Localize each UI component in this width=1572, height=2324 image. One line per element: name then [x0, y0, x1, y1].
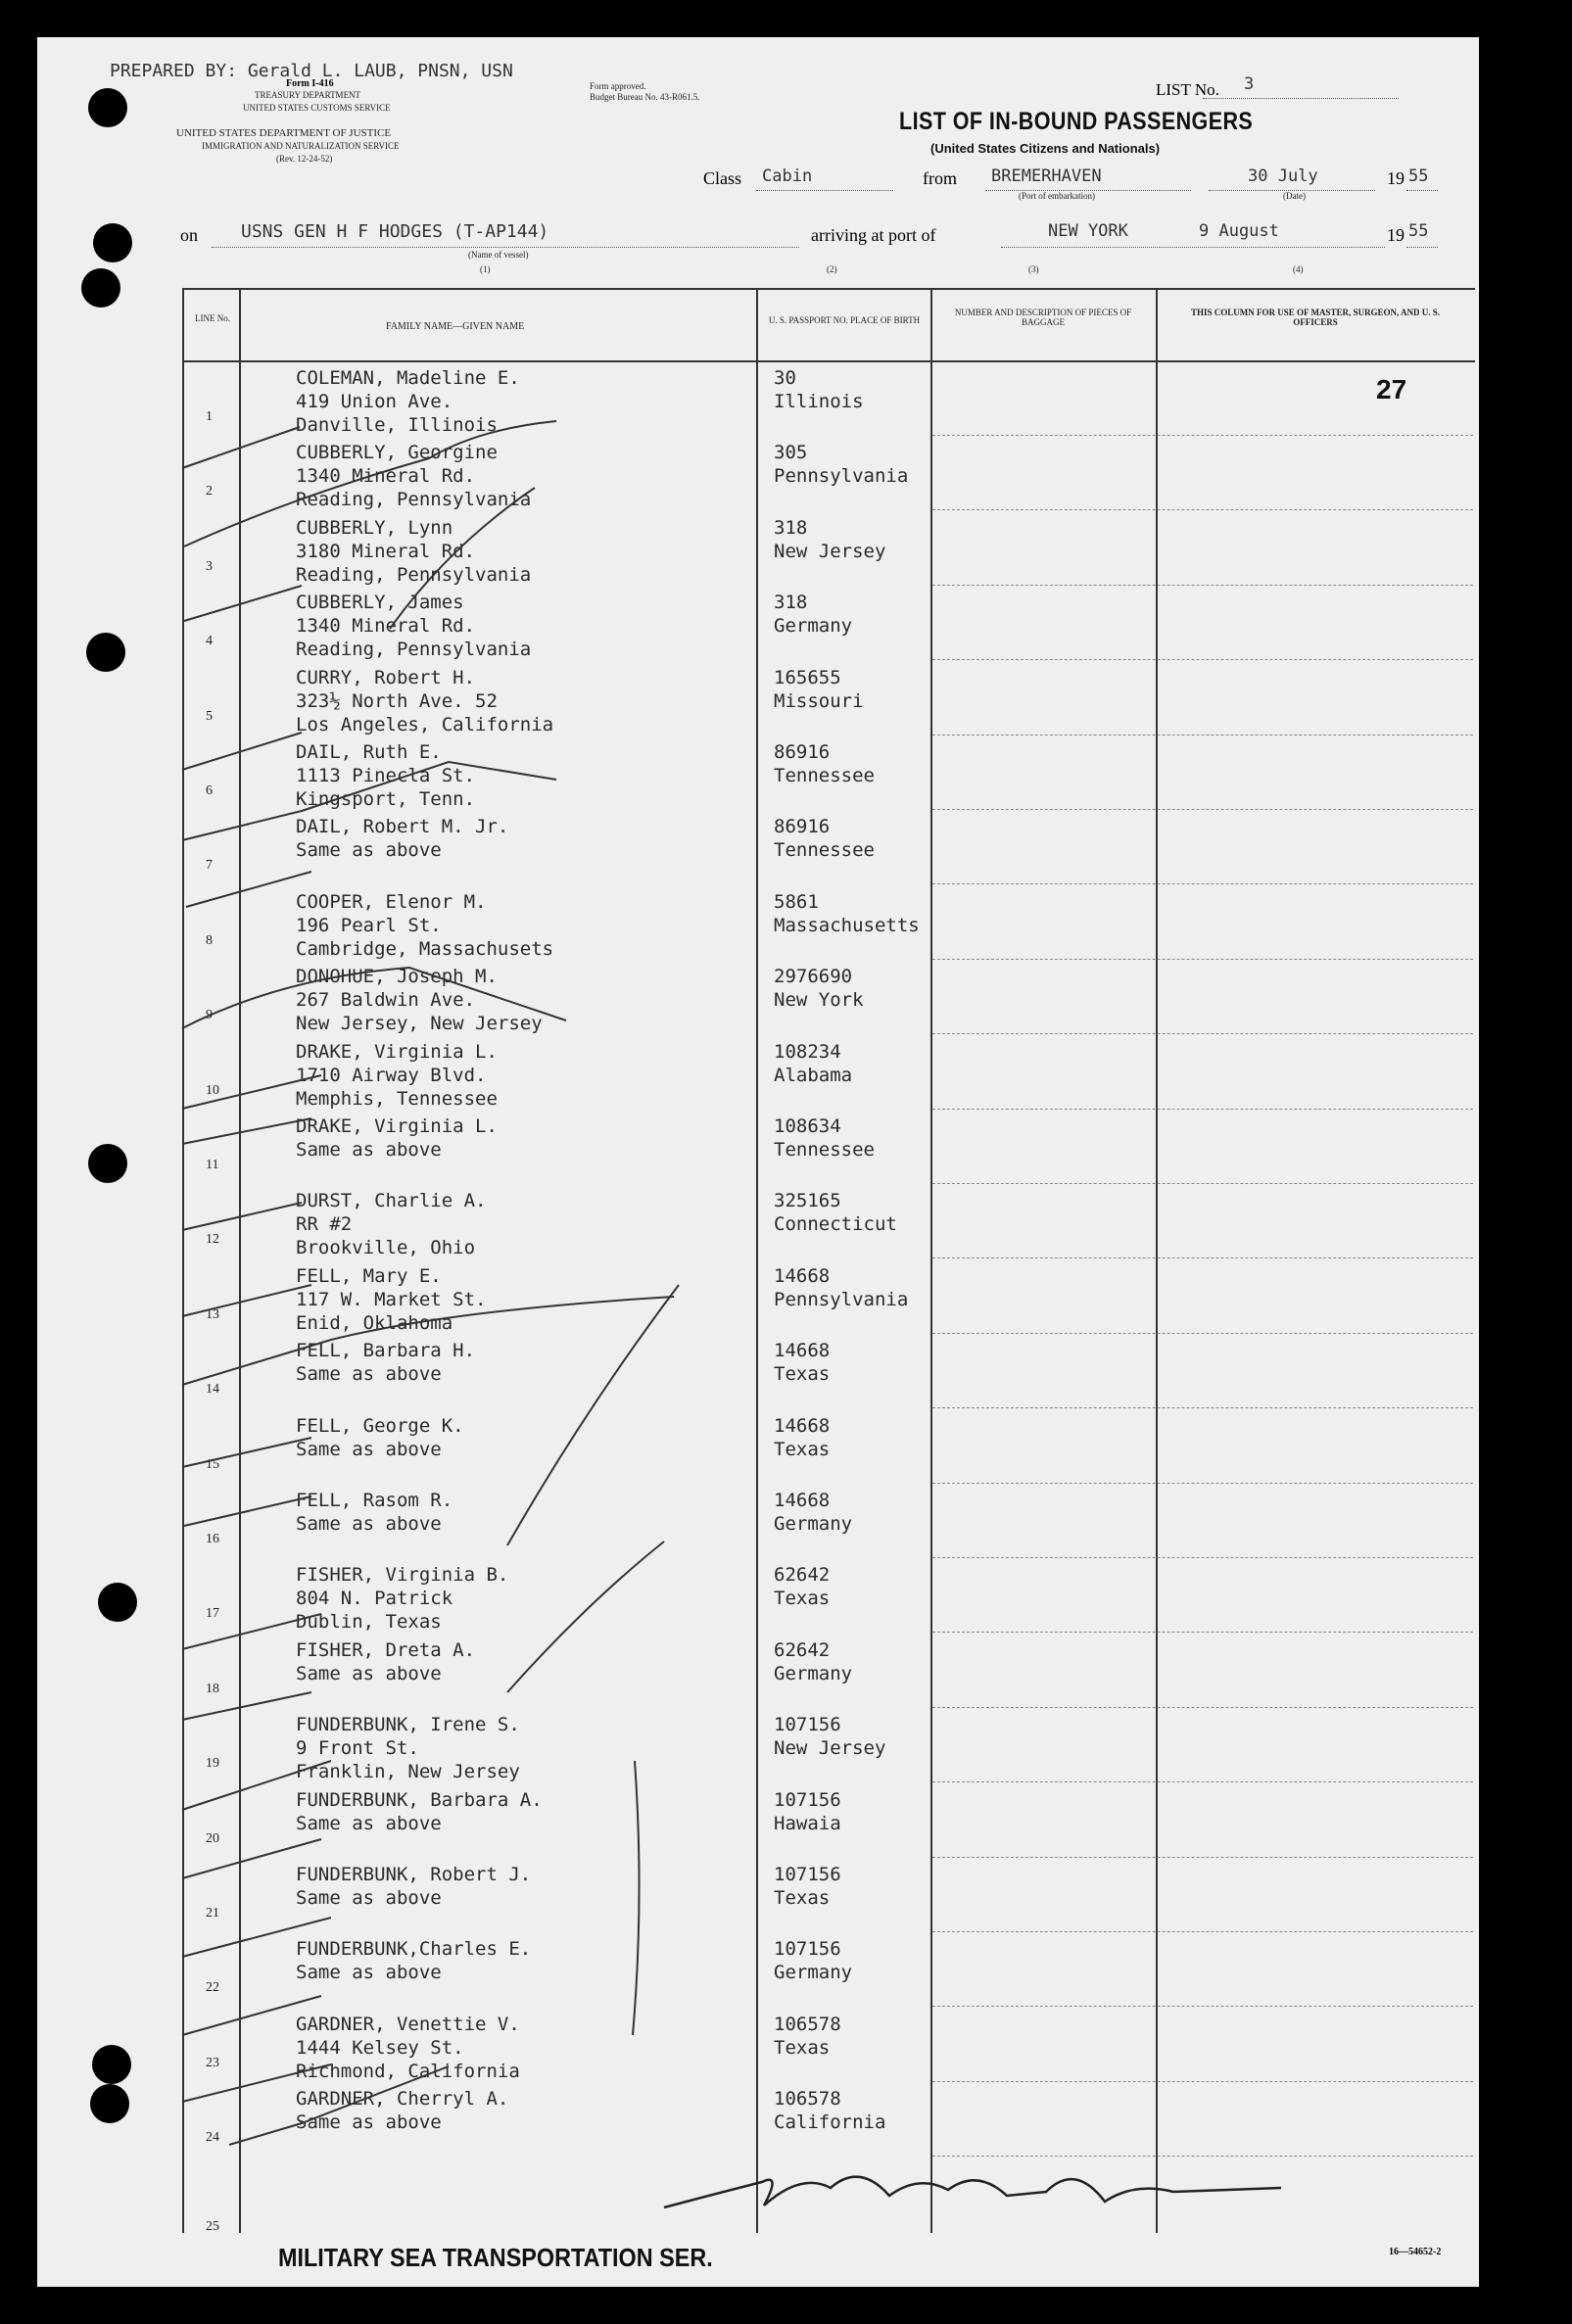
- date-caption: (Date): [1283, 191, 1306, 201]
- place-of-birth: Missouri: [774, 690, 864, 712]
- check-mark-row-2: [184, 421, 556, 546]
- place-of-birth: California: [774, 2111, 886, 2133]
- check-mark-row-20: [182, 1839, 321, 1878]
- address-line-2: Cambridge, Massachusets: [296, 938, 554, 960]
- passenger-name: DAIL, Ruth E.: [296, 741, 442, 763]
- passport-number: 325165: [774, 1190, 841, 1211]
- arrival-port-value: NEW YORK: [1048, 221, 1128, 241]
- check-mark-row-14: [182, 1297, 674, 1385]
- passenger-name: GARDNER, Cherryl A.: [296, 2088, 509, 2110]
- address-line-2: Reading, Pennsylvania: [296, 639, 532, 660]
- place-of-birth: Germany: [774, 1663, 853, 1684]
- passenger-name: DONOHUE, Joseph M.: [296, 966, 498, 987]
- passport-number: 106578: [774, 2088, 841, 2110]
- col-number-2: (2): [827, 264, 837, 274]
- line-number: 17: [206, 1606, 219, 1621]
- header-family-name: FAMILY NAME—GIVEN NAME: [386, 321, 525, 332]
- arrival-date-value: 9 August: [1199, 221, 1279, 241]
- line-number: 19: [206, 1756, 219, 1771]
- address-line-1: Same as above: [296, 1363, 442, 1385]
- passport-number: 2976690: [774, 966, 853, 987]
- check-mark-row-12: [182, 1203, 302, 1230]
- passport-number: 86916: [774, 816, 831, 837]
- passport-number: 107156: [774, 1714, 841, 1735]
- passenger-name: DURST, Charlie A.: [296, 1190, 487, 1211]
- on-label: on: [180, 225, 198, 245]
- passenger-name: COOPER, Elenor M.: [296, 891, 487, 913]
- prepared-by: PREPARED BY: Gerald L. LAUB, PNSN, USN: [110, 61, 513, 81]
- year-value-1: 55: [1408, 166, 1429, 186]
- check-mark-row-18: [182, 1692, 311, 1720]
- passport-number: 305: [774, 442, 808, 463]
- annotation-marks: [37, 37, 1479, 2287]
- check-mark-row-24: [229, 2066, 449, 2145]
- place-of-birth: Texas: [774, 1363, 831, 1385]
- passenger-name: FISHER, Virginia B.: [296, 1564, 509, 1586]
- address-line-1: Same as above: [296, 1139, 442, 1161]
- check-mark-row-7: [186, 872, 311, 907]
- passenger-name: FUNDERBUNK, Irene S.: [296, 1714, 520, 1735]
- passport-number: 107156: [774, 1864, 841, 1885]
- address-line-2: Memphis, Tennessee: [296, 1088, 498, 1110]
- embark-port-value: BREMERHAVEN: [991, 166, 1102, 186]
- passenger-name: FELL, Rasom R.: [296, 1490, 453, 1511]
- print-code: 16—54652-2: [1389, 2247, 1442, 2257]
- place-of-birth: Germany: [774, 1513, 853, 1535]
- pencil-stroke-2: [507, 1285, 679, 1545]
- col-number-4: (4): [1293, 264, 1304, 274]
- place-of-birth: Hawaia: [774, 1813, 841, 1834]
- place-of-birth: Tennessee: [774, 765, 875, 786]
- list-no-label: LIST No.: [1156, 80, 1219, 99]
- passenger-name: CUBBERLY, Georgine: [296, 442, 498, 463]
- budget-bureau: Budget Bureau No. 43-R061.5.: [590, 92, 700, 102]
- address-line-1: 323½ North Ave. 52: [296, 690, 498, 712]
- check-mark-row-11: [182, 1118, 311, 1144]
- place-of-birth: Massachusetts: [774, 915, 920, 936]
- place-of-birth: Connecticut: [774, 1213, 897, 1235]
- passenger-name: CUBBERLY, Lynn: [296, 517, 453, 539]
- place-of-birth: Germany: [774, 1962, 853, 1983]
- line-number: 15: [206, 1457, 219, 1472]
- place-of-birth: Texas: [774, 1439, 831, 1460]
- passport-number: 318: [774, 592, 808, 613]
- passenger-name: COLEMAN, Madeline E.: [296, 367, 520, 389]
- address-line-1: 196 Pearl St.: [296, 915, 442, 936]
- year-value-2: 55: [1408, 221, 1429, 241]
- officer-mark: 27: [1376, 374, 1407, 404]
- embark-port-caption: (Port of embarkation): [1019, 191, 1095, 201]
- address-line-1: Same as above: [296, 1813, 442, 1834]
- pencil-stroke-3: [507, 1541, 664, 1692]
- address-line-2: Richmond, California: [296, 2061, 520, 2082]
- passenger-name: GARDNER, Venettie V.: [296, 2014, 520, 2035]
- check-mark-row-10: [182, 1075, 321, 1109]
- passport-number: 106578: [774, 2014, 841, 2035]
- passport-number: 86916: [774, 741, 831, 763]
- from-label: from: [923, 168, 957, 188]
- line-number: 21: [206, 1906, 219, 1921]
- line-number: 11: [206, 1158, 219, 1172]
- passenger-name: DRAKE, Virginia L.: [296, 1115, 498, 1137]
- line-number: 7: [206, 858, 213, 873]
- passport-number: 318: [774, 517, 808, 539]
- passenger-name: FISHER, Dreta A.: [296, 1639, 476, 1661]
- address-line-1: 419 Union Ave.: [296, 391, 453, 412]
- passenger-name: DRAKE, Virginia L.: [296, 1041, 498, 1063]
- address-line-1: 1113 Pinecla St.: [296, 765, 476, 786]
- line-number: 23: [206, 2056, 219, 2070]
- line-number: 16: [206, 1532, 219, 1546]
- line-number: 5: [206, 709, 213, 724]
- year-prefix-2: 19: [1387, 225, 1405, 245]
- place-of-birth: Alabama: [774, 1065, 853, 1086]
- col-number-1: (1): [480, 264, 491, 274]
- place-of-birth: Tennessee: [774, 1139, 875, 1161]
- address-line-1: 804 N. Patrick: [296, 1588, 453, 1609]
- passport-number: 30: [774, 367, 796, 389]
- address-line-1: Same as above: [296, 839, 442, 861]
- year-prefix-1: 19: [1387, 168, 1405, 188]
- address-line-1: Same as above: [296, 1513, 442, 1535]
- line-number: 10: [206, 1083, 219, 1098]
- passenger-name: FUNDERBUNK, Robert J.: [296, 1864, 532, 1885]
- address-line-1: Same as above: [296, 1663, 442, 1684]
- check-mark-row-19: [182, 1761, 331, 1810]
- list-no-value: 3: [1244, 74, 1255, 94]
- address-line-1: 1340 Mineral Rd.: [296, 465, 476, 487]
- header-line-no: LINE No.: [195, 313, 230, 323]
- place-of-birth: Texas: [774, 1887, 831, 1909]
- check-mark-row-3: [184, 586, 302, 621]
- shipper-stamp: MILITARY SEA TRANSPORTATION SER.: [278, 2243, 713, 2272]
- line-number: 25: [206, 2219, 219, 2234]
- document-subtitle: (United States Citizens and Nationals): [930, 141, 1161, 156]
- customs-service: UNITED STATES CUSTOMS SERVICE: [243, 103, 391, 113]
- check-mark-row-1: [182, 427, 300, 468]
- class-value: Cabin: [762, 166, 813, 186]
- passenger-name: FELL, George K.: [296, 1415, 464, 1437]
- line-number: 20: [206, 1831, 219, 1846]
- passenger-name: FUNDERBUNK, Barbara A.: [296, 1789, 543, 1811]
- address-line-2: Reading, Pennsylvania: [296, 489, 532, 510]
- address-line-1: 117 W. Market St.: [296, 1289, 487, 1310]
- passenger-name: DAIL, Robert M. Jr.: [296, 816, 509, 837]
- justice-dept: UNITED STATES DEPARTMENT OF JUSTICE: [176, 127, 392, 139]
- place-of-birth: New Jersey: [774, 1737, 886, 1759]
- class-label: Class: [703, 168, 742, 188]
- header-passport: U. S. PASSPORT NO. PLACE OF BIRTH: [768, 315, 921, 325]
- address-line-2: Danville, Illinois: [296, 414, 498, 436]
- check-marks: [182, 421, 679, 2145]
- passport-number: 14668: [774, 1415, 831, 1437]
- passport-number: 108234: [774, 1041, 841, 1063]
- passenger-name: CUBBERLY, James: [296, 592, 464, 613]
- form-sheet: [37, 37, 1479, 2287]
- passenger-name: FUNDERBUNK,Charles E.: [296, 1938, 532, 1960]
- address-line-2: Kingsport, Tenn.: [296, 788, 476, 810]
- place-of-birth: Tennessee: [774, 839, 875, 861]
- line-number: 24: [206, 2130, 219, 2145]
- header-officers: THIS COLUMN FOR USE OF MASTER, SURGEON, AND U. S. OFFICERS: [1191, 308, 1440, 327]
- line-number: 3: [206, 559, 213, 574]
- line-number: 13: [206, 1307, 219, 1322]
- line-number: 18: [206, 1682, 219, 1696]
- address-line-2: Enid, Oklahoma: [296, 1312, 453, 1334]
- address-line-1: 1710 Airway Blvd.: [296, 1065, 487, 1086]
- place-of-birth: Pennsylvania: [774, 465, 909, 487]
- line-number: 1: [206, 409, 213, 424]
- check-mark-row-15: [182, 1438, 311, 1467]
- place-of-birth: Germany: [774, 615, 853, 637]
- passport-number: 108634: [774, 1115, 841, 1137]
- line-number: 2: [206, 484, 213, 498]
- passport-number: 5861: [774, 891, 819, 913]
- check-mark-row-9: [182, 968, 566, 1028]
- passport-number: 165655: [774, 667, 841, 688]
- place-of-birth: Pennsylvania: [774, 1289, 909, 1310]
- passport-number: 14668: [774, 1340, 831, 1361]
- address-line-1: Same as above: [296, 1962, 442, 1983]
- check-mark-row-21: [182, 1918, 331, 1957]
- arriving-label: arriving at port of: [811, 225, 936, 245]
- passenger-name: FELL, Barbara H.: [296, 1340, 476, 1361]
- form-approved: Form approved.: [590, 81, 646, 91]
- passenger-name: FELL, Mary E.: [296, 1265, 442, 1287]
- pencil-stroke-1: [390, 488, 535, 629]
- address-line-2: Franklin, New Jersey: [296, 1761, 520, 1782]
- check-mark-row-5: [182, 733, 302, 770]
- line-number: 6: [206, 783, 213, 798]
- col-number-3: (3): [1028, 264, 1039, 274]
- ins: IMMIGRATION AND NATURALIZATION SERVICE: [202, 141, 400, 151]
- passport-number: 14668: [774, 1265, 831, 1287]
- document-title: LIST OF IN-BOUND PASSENGERS: [899, 108, 1254, 135]
- line-number: 22: [206, 1980, 219, 1995]
- place-of-birth: New Jersey: [774, 541, 886, 562]
- check-mark-row-22: [182, 1996, 321, 2035]
- address-line-2: Reading, Pennsylvania: [296, 564, 532, 586]
- check-mark-row-16: [184, 1496, 311, 1526]
- check-mark-row-13: [182, 1285, 311, 1316]
- passport-number: 107156: [774, 1938, 841, 1960]
- check-mark-row-6: [182, 762, 556, 840]
- address-line-1: RR #2: [296, 1213, 353, 1235]
- place-of-birth: Texas: [774, 2037, 831, 2059]
- passport-number: 62642: [774, 1639, 831, 1661]
- passenger-name: CURRY, Robert H.: [296, 667, 476, 688]
- line-number: 9: [206, 1008, 213, 1022]
- line-number: 8: [206, 933, 213, 948]
- address-line-1: Same as above: [296, 1439, 442, 1460]
- officer-signature: [664, 2177, 1281, 2207]
- line-number: 4: [206, 634, 213, 648]
- address-line-1: 267 Baldwin Ave.: [296, 989, 476, 1011]
- pencil-stroke-4: [633, 1761, 640, 2035]
- line-number: 14: [206, 1382, 219, 1397]
- place-of-birth: Texas: [774, 1588, 831, 1609]
- address-line-2: Los Angeles, California: [296, 714, 554, 735]
- header-baggage: NUMBER AND DESCRIPTION OF PIECES OF BAGGAGE: [954, 308, 1132, 327]
- passport-number: 62642: [774, 1564, 831, 1586]
- vessel-value: USNS GEN H F HODGES (T-AP144): [241, 221, 549, 242]
- embark-date-value: 30 July: [1248, 166, 1318, 186]
- check-mark-row-23: [182, 2064, 331, 2102]
- address-line-2: Dublin, Texas: [296, 1611, 442, 1633]
- place-of-birth: New York: [774, 989, 864, 1011]
- form-number: Form I-416: [286, 78, 334, 89]
- address-line-1: Same as above: [296, 2111, 442, 2133]
- check-mark-row-17: [182, 1614, 321, 1649]
- place-of-birth: Illinois: [774, 391, 864, 412]
- address-line-1: 1340 Mineral Rd.: [296, 615, 476, 637]
- revision: (Rev. 12-24-52): [276, 154, 333, 164]
- address-line-2: New Jersey, New Jersey: [296, 1013, 543, 1034]
- address-line-1: 3180 Mineral Rd.: [296, 541, 476, 562]
- passport-number: 14668: [774, 1490, 831, 1511]
- address-line-1: 1444 Kelsey St.: [296, 2037, 464, 2059]
- address-line-1: 9 Front St.: [296, 1737, 419, 1759]
- address-line-2: Brookville, Ohio: [296, 1237, 476, 1258]
- vessel-caption: (Name of vessel): [468, 250, 529, 260]
- passport-number: 107156: [774, 1789, 841, 1811]
- line-number: 12: [206, 1232, 219, 1247]
- address-line-1: Same as above: [296, 1887, 442, 1909]
- treasury-dept: TREASURY DEPARTMENT: [255, 90, 361, 100]
